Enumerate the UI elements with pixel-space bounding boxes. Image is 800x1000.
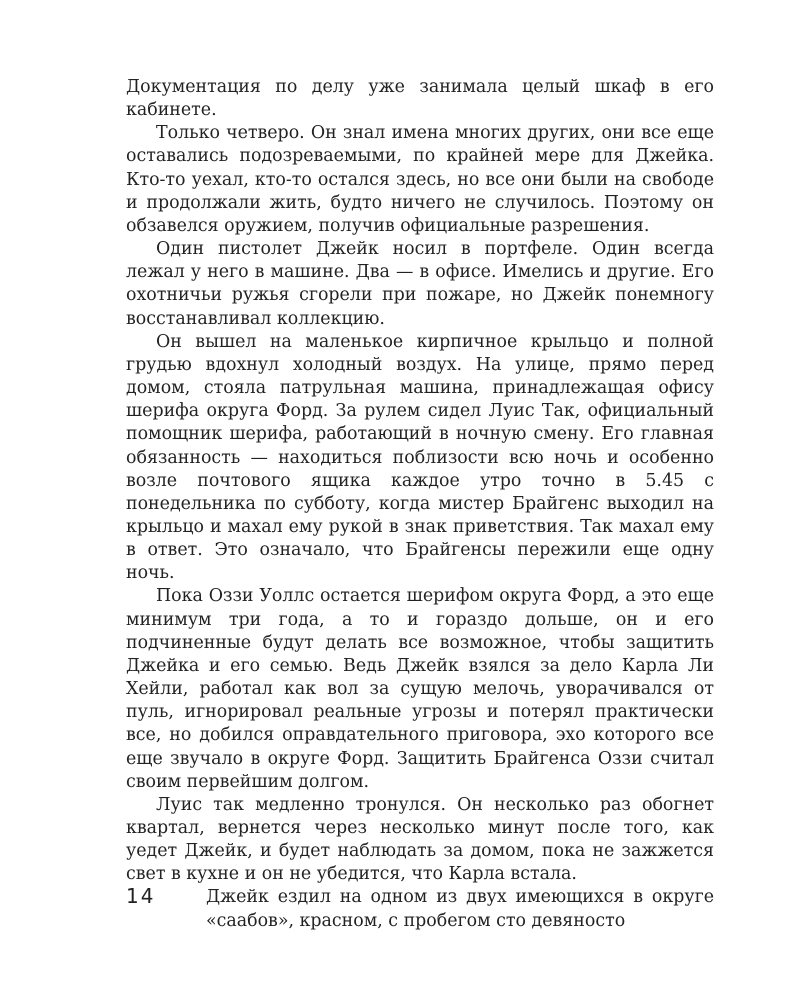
- page-text: [126, 76, 714, 933]
- paragraph-3: Один пистолет Джейк носил в портфеле. Один всегда лежал у него в машине. Два — в офисе. Имелись и другие. Его охотничьи ружья сгорели при пожаре, но Джейк понемногу восстанавливал коллекцию.: [126, 239, 714, 329]
- paragraph-5: Пока Оззи Уоллс остается шерифом округа Форд, а это еще минимум три года, а то и гораздо дольше, он и его подчиненные будут делать все возможное, чтобы защитить Джейка и его семью. Ведь Джейк взялся за дело Карла Ли Хейли, работал как вол за сущую мелочь, уворачивался от пуль, игнорировал реальные угрозы и потерял практически все, но добился оправдательного приговора, эхо которого все еще звучало в округе Форд. Защитить Брайгенса Оззи считал своим первейшим долгом.: [126, 586, 714, 792]
- paragraph-2: Только четверо. Он знал имена многих других, они все еще оставались подозреваемыми, по крайней мере для Джейка. Кто-то уехал, кто-то остался здесь, но все они были на свободе и продолжали жить, будто ничего не случилось. Поэтому он обзавелся оружием, получив официальные разрешения.: [126, 123, 714, 236]
- paragraph-6: Луис так медленно тронулся. Он несколько раз обогнет квартал, вернется через несколько минут после того, как уедет Джейк, и будет наблюдать за домом, пока не зажжется свет в кухне и он не убедится, что Карла встала.: [126, 794, 714, 885]
- paragraph-7: Джейк ездил на одном из двух имеющихся в округе «саабов», красном, с пробегом сто девяносто: [206, 887, 714, 931]
- paragraph-4: Он вышел на маленькое кирпичное крыльцо и полной грудью вдохнул холодный воздух. На улице, прямо перед домом, стояла патрульная машина, принадлежащая офису шерифа округа Форд. За рулем сидел Луис Так, официальный помощник шерифа, работающий в ночную смену. Его главная обязанность — находиться поблизости всю ночь и особенно возле почтового ящика каждое утро точно в 5.45 с понедельника по субботу, когда мистер Брайгенс выходил на крыльцо и махал ему рукой в знак приветствия. Так махал ему в ответ. Это означало, что Брайгенсы пережили еще одну ночь.: [126, 331, 714, 584]
- page-number: 14: [126, 884, 156, 908]
- paragraph-1: Документация по делу уже занимала целый шкаф в его кабинете.: [126, 77, 714, 121]
